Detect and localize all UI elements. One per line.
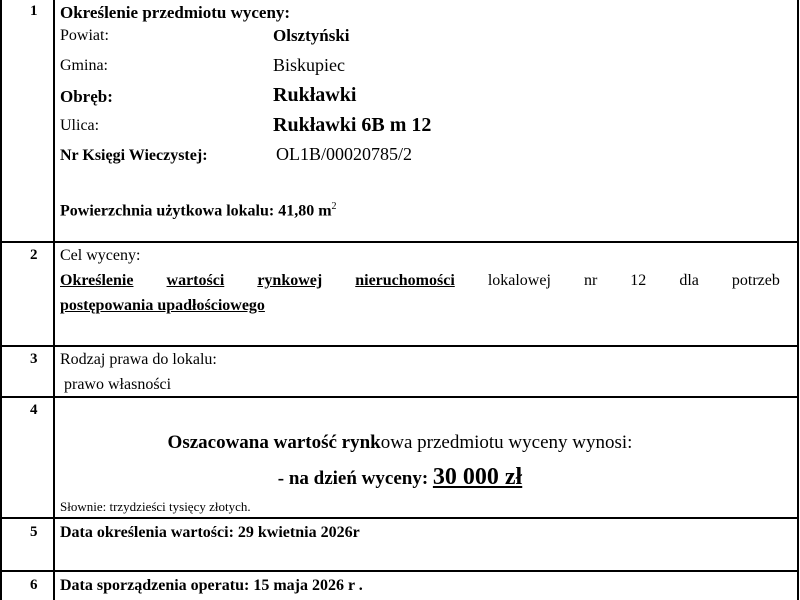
right-type-value: prawo własności [64, 376, 172, 393]
value-date-label: Data określenia wartości: [60, 524, 234, 541]
valuation-line-2 [0, 465, 800, 489]
valuation-date-prefix: - na dzień wyceny: [277, 468, 433, 489]
field-label: Ulica: [60, 117, 100, 134]
area-value: 41,80 m [278, 202, 332, 220]
purpose-word: lokalowej [487, 272, 551, 289]
row-number: 5 [30, 524, 38, 540]
purpose-word: potrzeb [731, 272, 780, 289]
field-label: Nr Księgi Wieczystej: [60, 147, 208, 164]
area-label: Powierzchnia użytkowa lokalu: [60, 202, 275, 220]
value-date: 29 kwietnia 2026r [237, 524, 360, 541]
field-label: Gmina: [60, 57, 108, 74]
valuation-line-1 [0, 433, 800, 452]
row-divider [0, 517, 799, 519]
purpose-word: 12 [630, 272, 647, 289]
report-date-label: Data sporządzenia operatu: [60, 577, 250, 594]
valuation-amount: 30 000 zł [432, 464, 523, 490]
valuation-text-bold: Oszacowana wartość rynk [167, 432, 381, 453]
row-divider [0, 570, 799, 572]
left-border [0, 0, 2, 600]
row-number: 6 [30, 577, 38, 593]
column-divider [53, 0, 55, 600]
area-unit-exponent: 2 [331, 201, 337, 212]
purpose-word: dla [679, 272, 699, 289]
row-number: 3 [30, 351, 38, 367]
purpose-word: nieruchomości [355, 272, 455, 289]
row-number: 4 [30, 402, 38, 418]
row-divider [0, 396, 799, 398]
row-divider [0, 241, 799, 243]
purpose-word: Określenie [60, 272, 134, 289]
field-label: Obręb: [60, 87, 113, 106]
field-value: Olsztyński [273, 26, 350, 45]
amount-in-words: Słownie: trzydzieści tysięcy złotych. [60, 499, 251, 514]
area-line [60, 202, 337, 219]
field-label: Powiat: [60, 27, 109, 44]
row-number: 1 [30, 3, 38, 19]
field-value: Biskupiec [273, 55, 345, 75]
section-heading: Rodzaj prawa do lokalu: [60, 351, 217, 368]
field-value: OL1B/00020785/2 [276, 144, 413, 164]
field-value: Rukławki 6B m 12 [273, 114, 432, 136]
purpose-word: nr [583, 272, 598, 289]
purpose-word: wartości [166, 272, 225, 289]
purpose-word: rynkowej [257, 272, 323, 289]
purpose-line-2: postępowania upadłościowego [60, 297, 265, 314]
value-date-line [60, 525, 360, 541]
report-date-line [60, 578, 363, 594]
section-heading: Określenie przedmiotu wyceny: [60, 3, 291, 22]
row-number: 2 [30, 247, 38, 263]
valuation-text-regular: owa przedmiotu wyceny wynosi: [380, 432, 633, 453]
field-value: Rukławki [273, 84, 357, 106]
purpose-line-1 [60, 273, 780, 289]
report-date: 15 maja 2026 r . [253, 577, 363, 594]
right-border [797, 0, 799, 600]
section-heading: Cel wyceny: [60, 247, 141, 264]
row-divider [0, 345, 799, 347]
